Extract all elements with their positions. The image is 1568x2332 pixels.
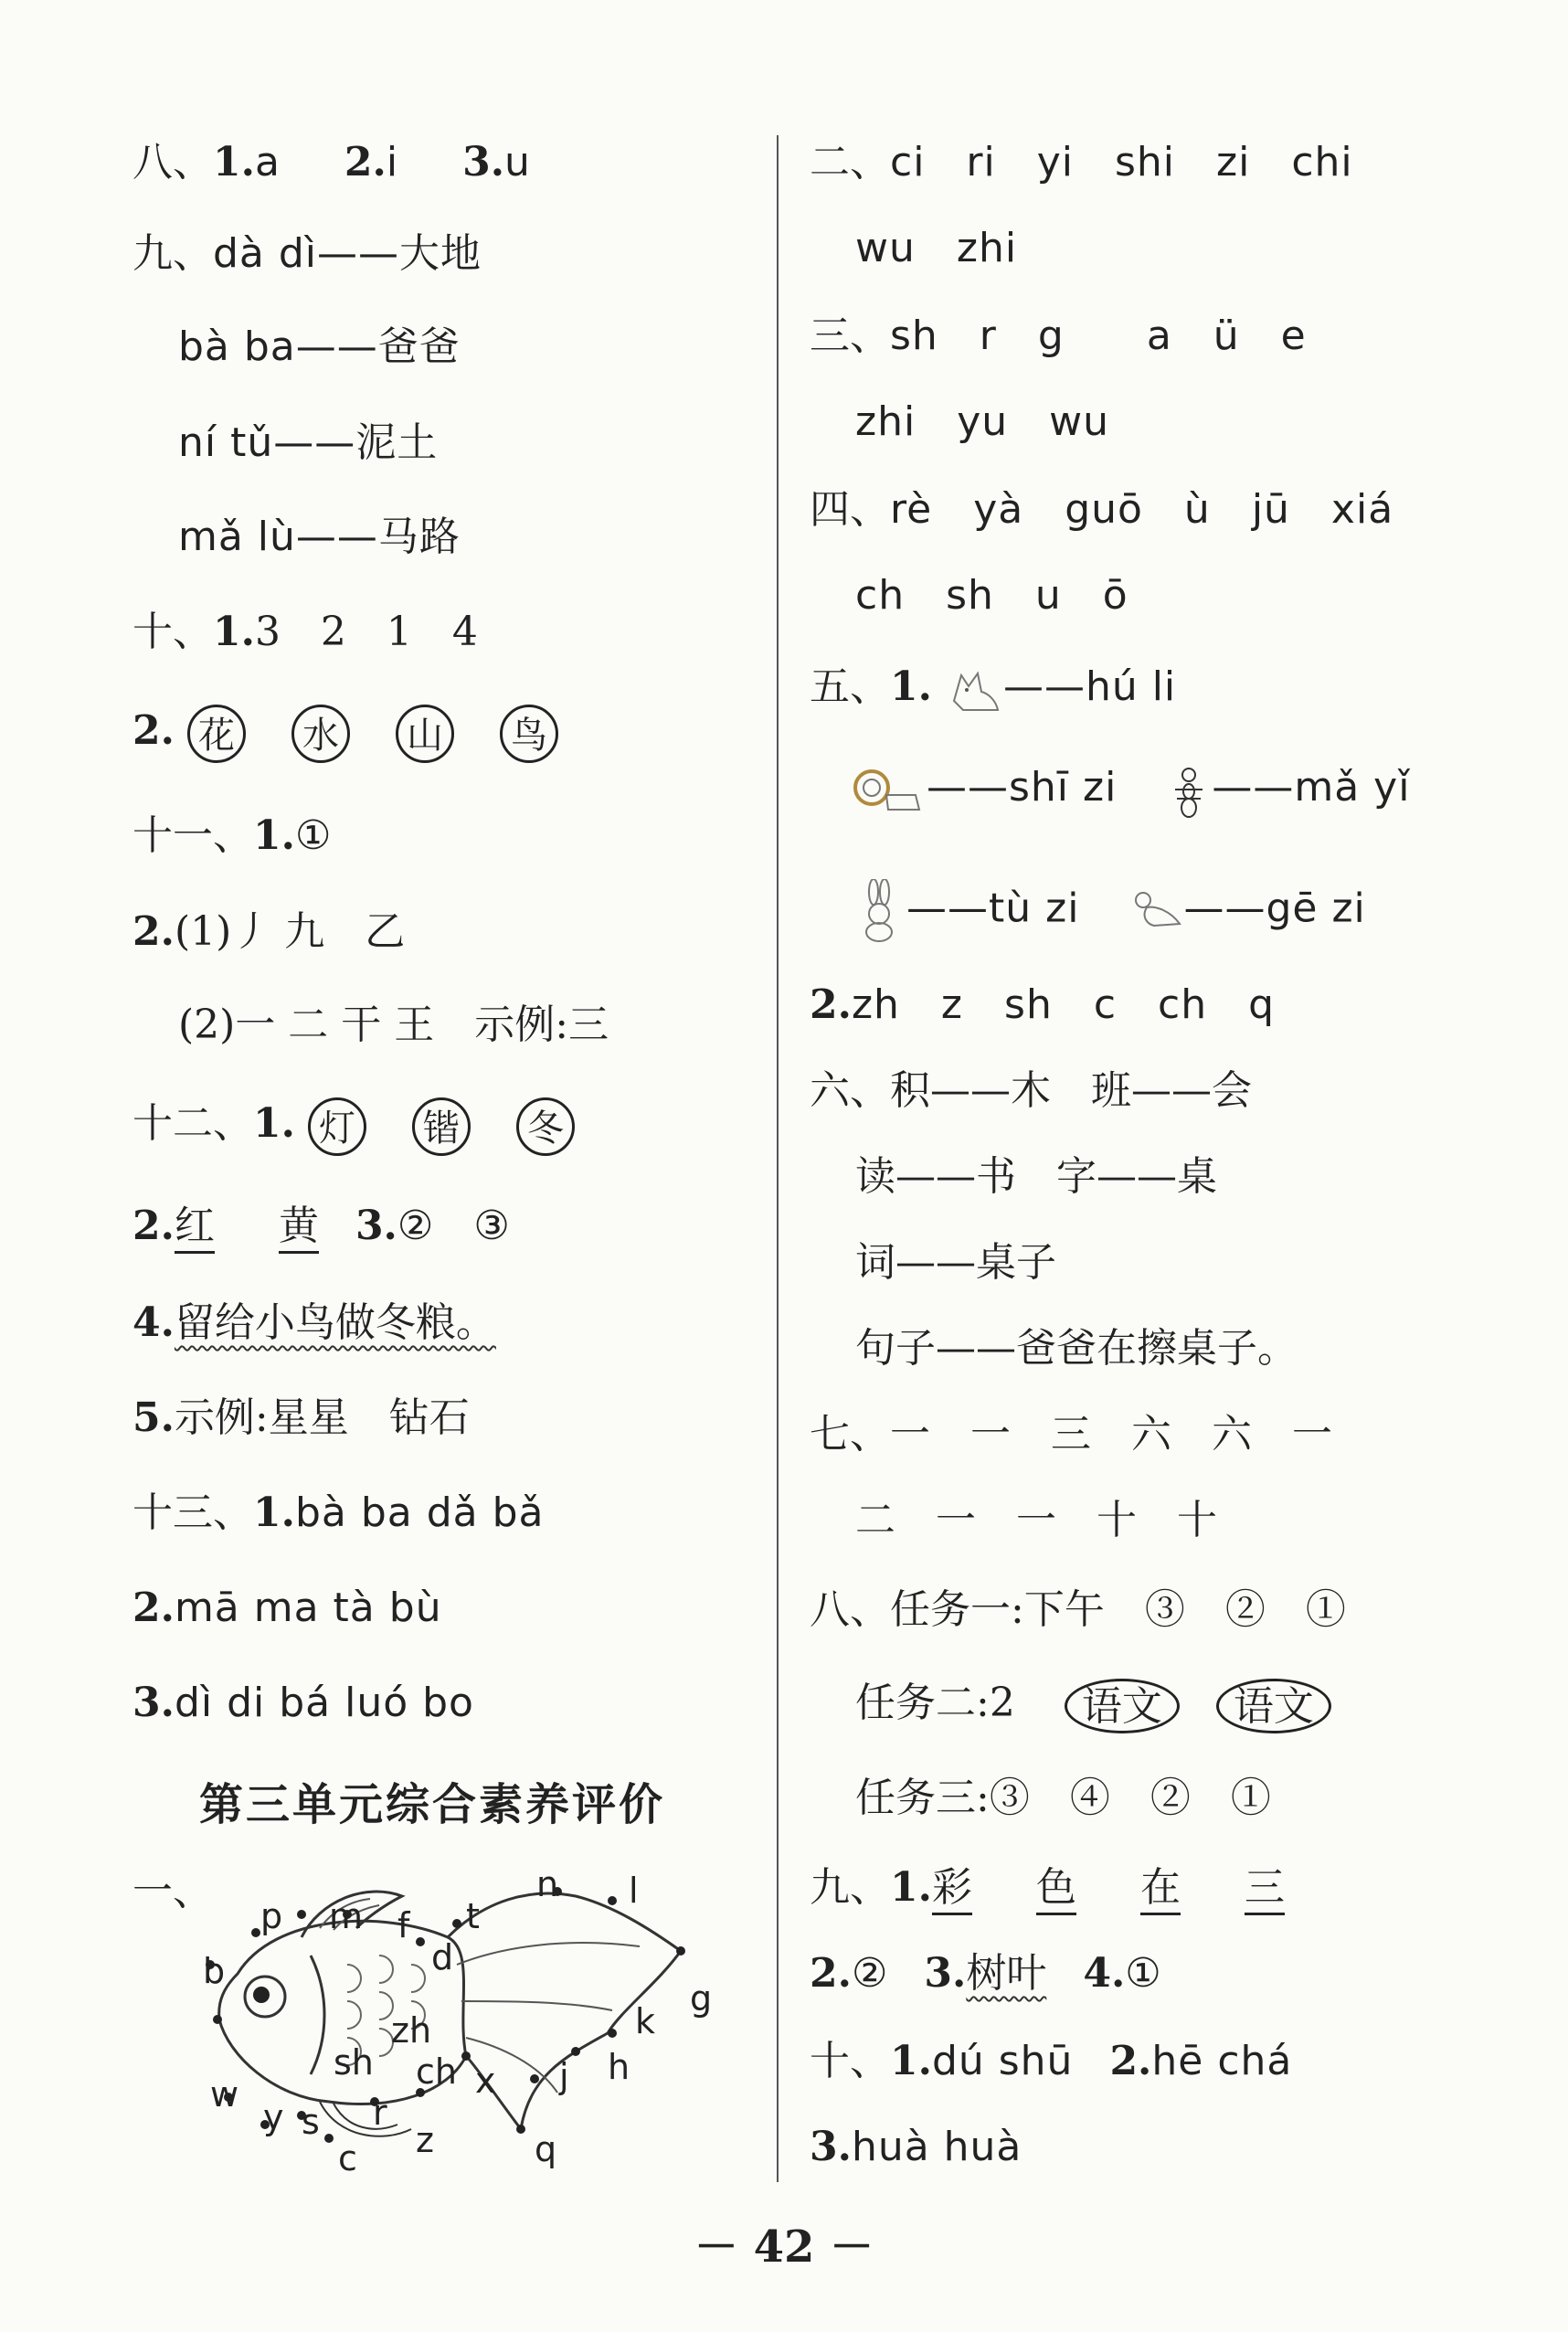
answer-11-2: 2.(1)丿 九 乙 bbox=[132, 908, 406, 955]
answer-r5-1-row2: ——shī zi ——mǎ yǐ bbox=[852, 760, 1410, 819]
lion-icon bbox=[852, 762, 927, 819]
answer-r3-row2: zhi yu wu bbox=[855, 398, 1110, 445]
dot-letter: b bbox=[203, 1951, 226, 1991]
answer-12-2: 2.红 黄 3.② ③ bbox=[132, 1199, 510, 1254]
answer-1-label: 一、 bbox=[132, 1868, 213, 1914]
dot-letter: g bbox=[690, 1978, 713, 2019]
rabbit-icon bbox=[852, 879, 906, 943]
answer-r7-row1: 七、一 一 三 六 六 一 bbox=[810, 1411, 1332, 1458]
dot-letter: t bbox=[466, 1896, 480, 1936]
dot-letter: m bbox=[329, 1896, 364, 1936]
column-divider bbox=[777, 135, 779, 2182]
answer-r9-1: 九、1.彩 色 在 三 bbox=[810, 1860, 1285, 1915]
answer-r6-row4: 句子——爸爸在擦桌子。 bbox=[855, 1325, 1298, 1372]
circled-char: 花 bbox=[187, 705, 246, 763]
answer-10-2: 2. 花 水 山 鸟 bbox=[132, 704, 604, 763]
answer-13-1: 十三、1.bà ba dǎ bǎ bbox=[132, 1489, 545, 1536]
answer-r8-task2: 任务二:2 语文 语文 bbox=[855, 1676, 1368, 1733]
pigeon-icon bbox=[1128, 884, 1183, 938]
answer-9-row1: 九、dà dì——大地 bbox=[132, 230, 482, 277]
answer-9-row4: mǎ lù——马路 bbox=[178, 514, 461, 560]
answer-11-3: (2)一 二 干 王 示例:三 bbox=[178, 1002, 609, 1048]
dot-letter: l bbox=[629, 1871, 639, 1911]
dot-letter: zh bbox=[391, 2010, 432, 2051]
answer-r4-row2: ch sh u ō bbox=[855, 572, 1128, 619]
answer-r10-1and2: 十、1.dú shū 2.hē chá bbox=[810, 2038, 1293, 2084]
dot-letter: j bbox=[559, 2056, 569, 2096]
answer-13-2: 2.mā ma tà bù bbox=[132, 1585, 442, 1631]
answer-r7-row2: 二 一 一 十 十 bbox=[855, 1497, 1217, 1543]
answer-r2-row1: 二、ci ri yi shi zi chi bbox=[810, 139, 1353, 186]
answer-r5-2: 2.zh z sh c ch q bbox=[810, 981, 1276, 1028]
dot-letter: ch bbox=[416, 2051, 457, 2092]
answer-11-1: 十一、1.① bbox=[132, 812, 332, 859]
answer-13-3: 3.dì di bá luó bo bbox=[132, 1680, 474, 1726]
circled-word: 语文 bbox=[1065, 1679, 1180, 1733]
answer-r5-1-row3: ——tù zi ——gē zi bbox=[852, 879, 1366, 943]
answer-r10-3: 3.huà huà bbox=[810, 2124, 1022, 2170]
answer-r9-2to4: 2.② 3.树叶 4.① bbox=[810, 1950, 1161, 1997]
answer-r2-row2: wu zhi bbox=[855, 225, 1018, 271]
dot-letter: z bbox=[416, 2120, 434, 2160]
section-title: 第三单元综合素养评价 bbox=[199, 1779, 666, 1830]
circled-char: 鸟 bbox=[500, 705, 558, 763]
page-number: － 42 － bbox=[694, 2221, 874, 2273]
circled-char: 山 bbox=[396, 705, 454, 763]
dot-letter: x bbox=[475, 2061, 496, 2101]
answer-r3-row1: 三、sh r g a ü e bbox=[810, 313, 1307, 359]
answer-r6-row1: 六、积——木 班——会 bbox=[810, 1067, 1252, 1114]
answer-r8-task1: 八、任务一:下午 ③ ② ① bbox=[810, 1586, 1346, 1633]
circled-char: 锴 bbox=[412, 1097, 471, 1156]
fox-icon bbox=[945, 664, 1003, 716]
answer-10-1: 十、1.3 2 1 4 bbox=[132, 609, 478, 655]
dot-letter: c bbox=[338, 2138, 357, 2178]
circled-char: 水 bbox=[291, 705, 350, 763]
answer-r5-1-fox: 五、1. ——hú li bbox=[810, 660, 1176, 716]
ant-icon bbox=[1166, 762, 1212, 819]
fish-connect-dots bbox=[183, 1864, 731, 2184]
answer-9-row2: bà ba——爸爸 bbox=[178, 323, 461, 370]
circled-char: 灯 bbox=[308, 1097, 366, 1156]
answer-12-5: 5.示例:星星 钻石 bbox=[132, 1394, 470, 1441]
dot-letter: p bbox=[260, 1896, 283, 1936]
dot-letter: y bbox=[263, 2097, 284, 2137]
answer-r6-row3: 词——桌子 bbox=[855, 1239, 1056, 1286]
dot-letter: n bbox=[536, 1864, 559, 1904]
dot-letter: f bbox=[397, 1905, 410, 1945]
answer-8: 八、1.a 2.i 3.u bbox=[132, 139, 531, 186]
dot-letter: sh bbox=[334, 2042, 374, 2083]
answer-r6-row2: 读——书 字——桌 bbox=[855, 1153, 1217, 1200]
answer-9-row3: ní tǔ——泥土 bbox=[178, 419, 439, 466]
dot-letter: r bbox=[373, 2093, 387, 2133]
dot-letter: k bbox=[635, 2001, 656, 2041]
dot-letter: w bbox=[210, 2074, 239, 2115]
answer-12-4: 4.留给小鸟做冬粮。 bbox=[132, 1299, 496, 1346]
circled-char: 冬 bbox=[516, 1097, 575, 1156]
answer-r4-row1: 四、rè yà guō ù jū xiá bbox=[810, 486, 1394, 533]
dot-letter: d bbox=[431, 1937, 454, 1977]
dot-letter: h bbox=[608, 2047, 630, 2087]
answer-r8-task3: 任务三:③ ④ ② ① bbox=[855, 1775, 1271, 1821]
dot-letter: s bbox=[302, 2102, 320, 2142]
dot-letter: q bbox=[535, 2129, 557, 2169]
circled-word: 语文 bbox=[1216, 1679, 1331, 1733]
answer-12-1: 十二、1. 灯 锴 冬 bbox=[132, 1097, 620, 1156]
